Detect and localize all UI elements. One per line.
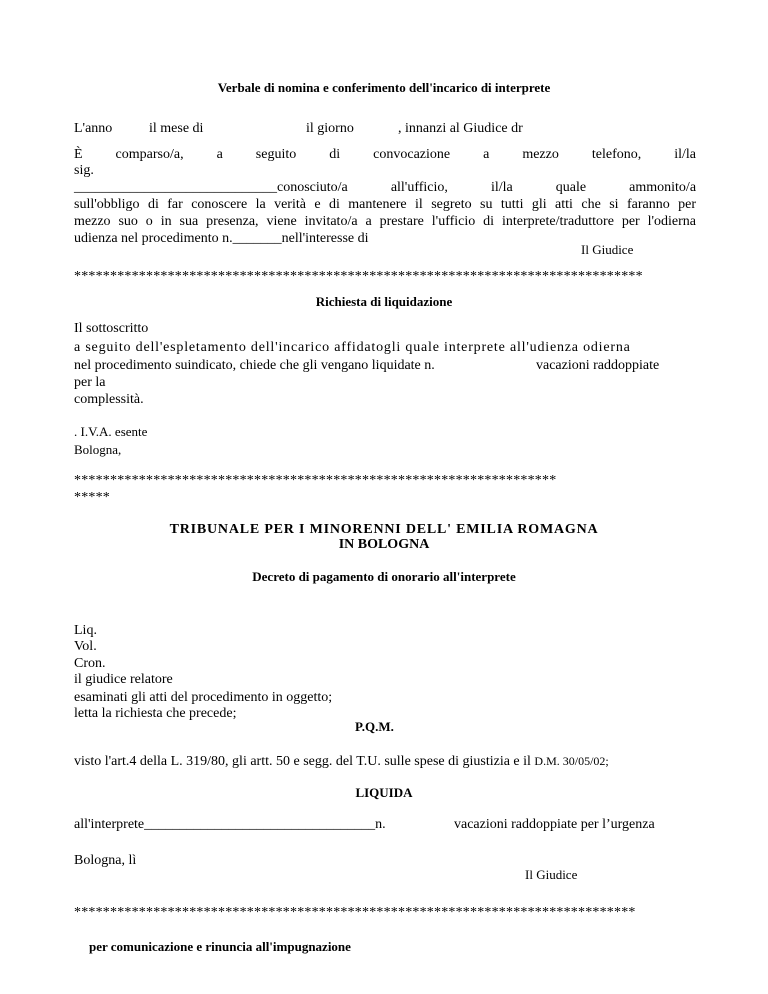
verbale-signature: Il Giudice [581, 242, 634, 257]
verbale-title: Verbale di nomina e conferimento dell'incarico di interprete [217, 80, 551, 95]
verbale-obbligo-line: sull'obbligo di far conoscere la verità e di mantenere il segreto su tutti gli atti che si faranno per [74, 197, 696, 212]
decreto-liquida: LIQUIDA [355, 785, 413, 800]
verbale-anno-label: L'anno [74, 121, 113, 136]
verbale-conosciuto-line: _____________________________conosciuto/a all'ufficio, il/la quale ammonito/a [74, 180, 697, 195]
decreto-letta: letta la richiesta che precede; [74, 706, 237, 721]
verbale-mese-label: il mese di [149, 121, 204, 136]
richiesta-sottoscritto: Il sottoscritto [74, 321, 149, 336]
verbale-sig-label: sig. [74, 163, 94, 178]
verbale-mezzo-line: mezzo suo o in sua presenza, viene invitato/a a prestare l'ufficio di interprete/traduttore per l'odierna [74, 214, 696, 229]
separator-3: ****************************************************************************** [74, 905, 636, 920]
decreto-vacazioni-urgenza: vacazioni raddoppiate per l’urgenza [454, 817, 655, 832]
richiesta-place: Bologna, [74, 442, 122, 457]
decreto-cron: Cron. [74, 656, 106, 671]
richiesta-title: Richiesta di liquidazione [315, 294, 453, 309]
richiesta-per-la: per la [74, 375, 106, 390]
richiesta-procedimento-line: nel procedimento suindicato, chiede che gli vengano liquidate n. [74, 358, 435, 373]
decreto-court-line1: TRIBUNALE PER I MINORENNI DELL' EMILIA ROMAGNA [169, 522, 599, 537]
verbale-giudice-label: , innanzi al Giudice dr [398, 121, 523, 136]
separator-1: ******************************************************************************* [74, 269, 643, 284]
verbale-udienza-line: udienza nel procedimento n._______nell'interesse di [74, 231, 369, 246]
footer-comunicazione: per comunicazione e rinuncia all'impugnazione [89, 939, 351, 954]
decreto-pqm: P.Q.M. [355, 719, 394, 734]
decreto-giudice-relatore: il giudice relatore [74, 672, 173, 687]
decreto-interprete-line: all'interprete_________________________________n. [74, 817, 386, 832]
richiesta-espletamento-line: a seguito dell'espletamento dell'incarico affidatogli quale interprete all'udienza odierna [74, 340, 631, 355]
richiesta-complessita: complessità. [74, 392, 144, 407]
separator-2a: ******************************************************************* [74, 473, 557, 488]
decreto-signature: Il Giudice [525, 867, 578, 882]
verbale-giorno-label: il giorno [306, 121, 354, 136]
richiesta-iva: . I.V.A. esente [74, 424, 148, 439]
decreto-court-line2: IN BOLOGNA [338, 537, 430, 552]
decreto-visto-line: visto l'art.4 della L. 319/80, gli artt. 50 e segg. del T.U. sulle spese di giustizia e il D.M. 30/05/02; [74, 754, 609, 769]
richiesta-vacazioni-label: vacazioni raddoppiate [536, 358, 660, 373]
decreto-vol: Vol. [74, 639, 97, 654]
separator-2b: ***** [74, 490, 110, 505]
decreto-title: Decreto di pagamento di onorario all'interprete [252, 569, 516, 584]
decreto-place: Bologna, lì [74, 853, 137, 868]
decreto-liq: Liq. [74, 623, 97, 638]
verbale-comparso-line: È comparso/a, a seguito di convocazione a mezzo telefono, il/la [74, 147, 697, 162]
decreto-esaminati: esaminati gli atti del procedimento in oggetto; [74, 690, 333, 705]
